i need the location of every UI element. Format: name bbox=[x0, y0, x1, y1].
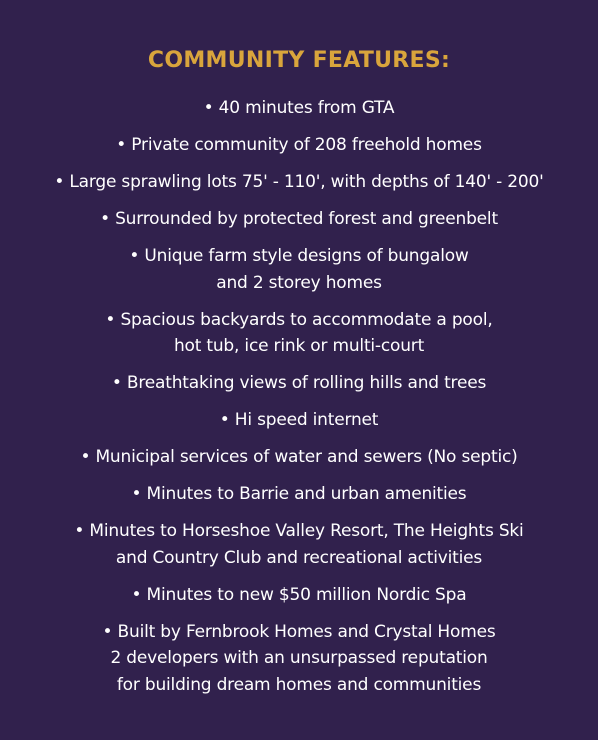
feature-item bbox=[0, 582, 598, 609]
feature-text-line: • 40 minutes from GTA bbox=[203, 98, 395, 118]
feature-item bbox=[0, 518, 598, 571]
feature-item bbox=[0, 206, 598, 233]
feature-item bbox=[0, 169, 598, 196]
feature-text-line: • Private community of 208 freehold homes bbox=[116, 135, 482, 155]
feature-text-line: • Breathtaking views of rolling hills and trees bbox=[111, 373, 487, 393]
features-list bbox=[0, 95, 598, 709]
feature-item bbox=[0, 132, 598, 159]
feature-text-line: • Minutes to Horseshoe Valley Resort, The Heights Ski bbox=[74, 521, 524, 541]
feature-text-line: • Hi speed internet bbox=[219, 410, 379, 430]
feature-text-line: 2 developers with an unsurpassed reputation bbox=[110, 648, 488, 668]
feature-text-line: and 2 storey homes bbox=[216, 272, 382, 293]
feature-item bbox=[0, 481, 598, 508]
feature-item bbox=[0, 95, 598, 122]
feature-text-line: • Municipal services of water and sewers (No septic) bbox=[80, 447, 518, 467]
feature-text-line: • Large sprawling lots 75' - 110', with depths of 140' - 200' bbox=[54, 172, 544, 192]
feature-text-line: for building dream homes and communities bbox=[116, 674, 482, 695]
feature-item bbox=[0, 444, 598, 471]
feature-text-line: • Surrounded by protected forest and greenbelt bbox=[100, 209, 498, 229]
feature-text-line: and Country Club and recreational activities bbox=[115, 547, 483, 568]
feature-item bbox=[0, 619, 598, 699]
feature-item bbox=[0, 307, 598, 360]
feature-item bbox=[0, 407, 598, 434]
feature-text-line: • Minutes to new $50 million Nordic Spa bbox=[131, 584, 467, 605]
section-title: COMMUNITY FEATURES: bbox=[147, 48, 451, 73]
feature-item bbox=[0, 370, 598, 397]
feature-text-line: • Unique farm style designs of bungalow bbox=[129, 246, 469, 266]
feature-text-line: • Spacious backyards to accommodate a pool, bbox=[105, 309, 493, 330]
feature-text-line: • Built by Fernbrook Homes and Crystal Homes bbox=[102, 621, 496, 642]
feature-text-line: hot tub, ice rink or multi-court bbox=[173, 336, 425, 356]
feature-item bbox=[0, 243, 598, 296]
feature-text-line: • Minutes to Barrie and urban amenities bbox=[131, 484, 467, 504]
